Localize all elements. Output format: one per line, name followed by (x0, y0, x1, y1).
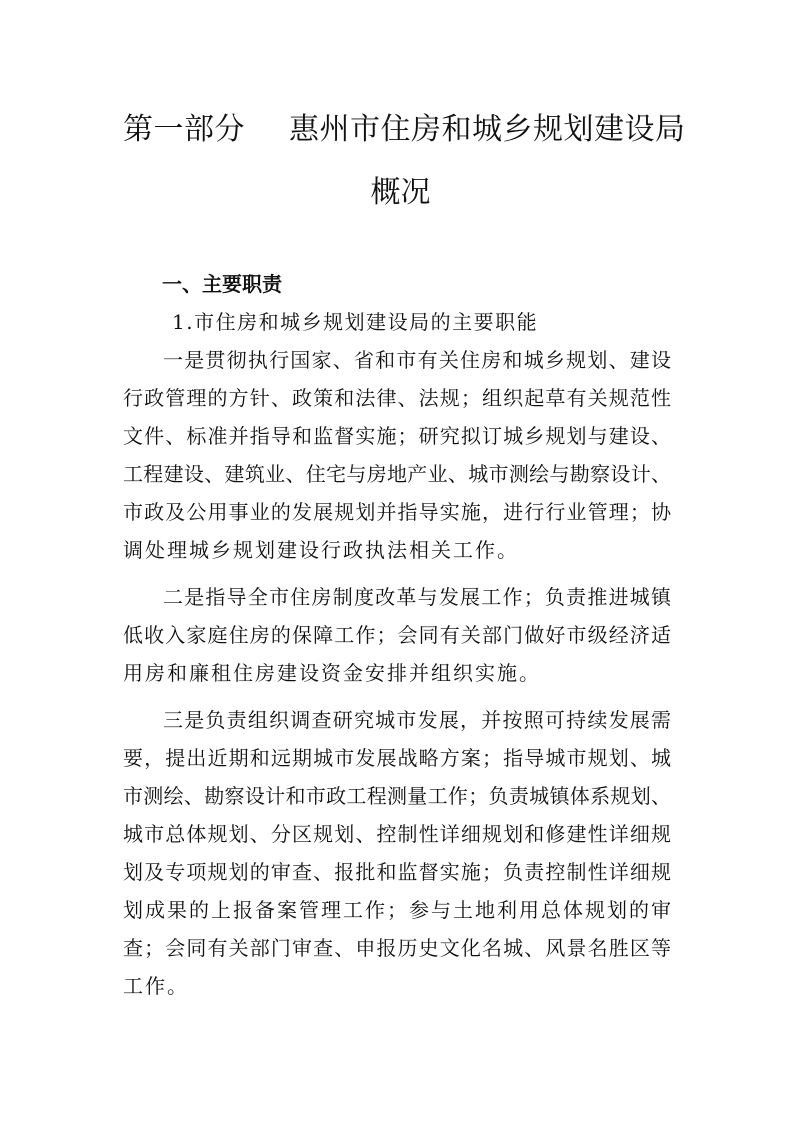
document-title (123, 110, 686, 150)
paragraph-3-line-5: 划及专项规划的审查、报批和监督实施；负责控制性详细规 (123, 860, 671, 884)
paragraph-1-line-4: 工程建设、建筑业、住宅与房地产业、城市测绘与勘察设计、 (123, 462, 671, 486)
paragraph-2-line-3: 用房和廉租住房建设资金安排并组织实施。 (123, 661, 541, 685)
section-subheading: 1.市住房和城乡规划建设局的主要职能 (172, 310, 539, 334)
paragraph-3-line-7: 查；会同有关部门审查、申报历史文化名城、风景名胜区等 (123, 936, 671, 960)
paragraph-2-line-1: 二是指导全市住房制度改革与发展工作；负责推进城镇 (163, 585, 671, 609)
title-organization-name: 惠州市住房和城乡规划建设局 (289, 112, 686, 147)
section-heading: 一、主要职责 (162, 272, 282, 296)
paragraph-1-line-2: 行政管理的方针、政策和法律、法规；组织起草有关规范性 (123, 386, 671, 410)
paragraph-1-line-3: 文件、标准并指导和监督实施；研究拟订城乡规划与建设、 (123, 424, 671, 448)
paragraph-3-line-6: 划成果的上报备案管理工作；参与土地利用总体规划的审 (123, 898, 671, 922)
paragraph-3-line-4: 城市总体规划、分区规划、控制性详细规划和修建性详细规 (123, 822, 671, 846)
paragraph-1-line-5: 市政及公用事业的发展规划并指导实施，进行行业管理；协 (123, 500, 671, 524)
paragraph-1-line-6: 调处理城乡规划建设行政执法相关工作。 (123, 538, 519, 562)
paragraph-3-line-2: 要，提出近期和远期城市发展战略方案；指导城市规划、城 (123, 746, 671, 770)
paragraph-3-line-3: 市测绘、勘察设计和市政工程测量工作；负责城镇体系规划、 (123, 784, 671, 808)
paragraph-1-line-1: 一是贯彻执行国家、省和市有关住房和城乡规划、建设 (163, 348, 671, 372)
paragraph-3-line-1: 三是负责组织调查研究城市发展，并按照可持续发展需 (163, 708, 671, 732)
paragraph-2-line-2: 低收入家庭住房的保障工作；会同有关部门做好市级经济适 (123, 623, 671, 647)
title-part-label: 第一部分 (123, 112, 245, 147)
title-suffix: 概况 (370, 175, 431, 210)
paragraph-3-line-8: 工作。 (123, 974, 189, 998)
